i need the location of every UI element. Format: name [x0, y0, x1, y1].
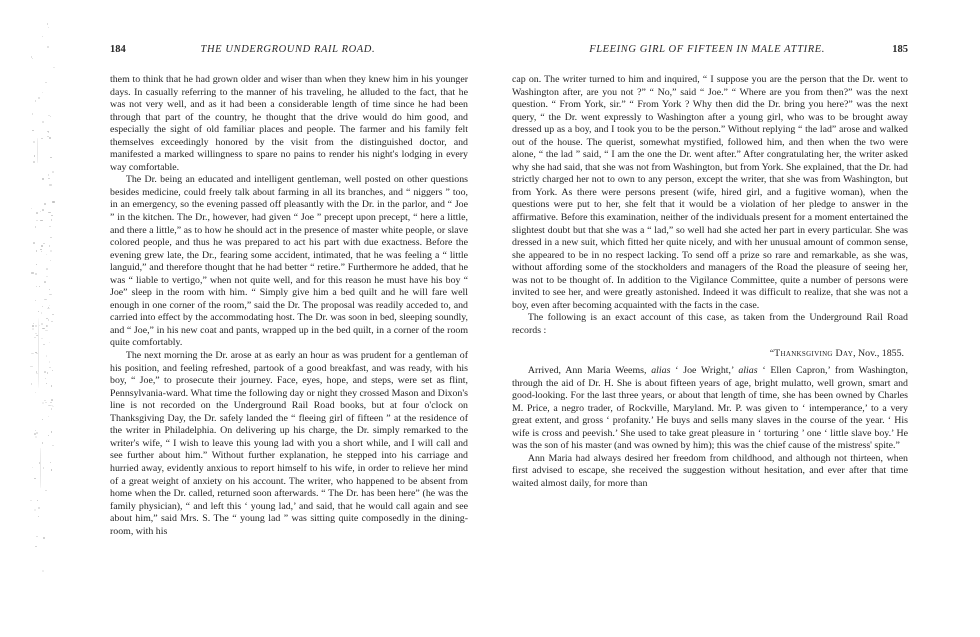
- left-running-head: [110, 44, 468, 60]
- record-mid: ‘ Joe Wright,’: [670, 365, 739, 377]
- left-page-number: 184: [110, 44, 126, 55]
- record-tail: ‘ Ellen Capron,’ from Washington, through the aid of Dr. H. She is about fifteen years of age, bright mulatto, well grown, smart and good-looking. For the last three years, or about that length of time, she has been owned by Charles M. Price, a negro trader, of Rockville, Maryland. Mr. P. was given to ‘ intemperance,’ to a very great extent, and gross ‘ profanity.’ He buys and sells many slaves in the course of the year. ‘ His wife is cross and peevish.’ She used to take great pleasure in ‘ torturing ’ one ‘ little slave boy.’ He was the son of his master (and was owned by him); this was the chief cause of the mistress' spite.”: [512, 365, 909, 452]
- right-running-title: FLEEING GIRL OF FIFTEEN IN MALE ATTIRE.: [589, 44, 826, 55]
- record-lead: Arrived, Ann Maria Weems,: [527, 365, 652, 377]
- paragraph: The Dr. being an educated and intelligent gentleman, well posted on other questions besides medicine, could freely talk about farming in all its branches, and “ niggers ” too, in an emergency, so the evening passed off pleasantly with the Dr. in the parlor, and “ Joe ” in the kitchen. The Dr., however, had given “ Joe ” precept upon precept, “ here a little, and there a little,” as to how he should act in the presence of master white people, or slave colored people, and thus he was prepared to act his part with due exactness. Before the evening grew late, the Dr., fearing some accident, intimated, that he was feeling a “ little languid,” and therefore thought that he had better “ retire.” Furthermore he added, that he was “ liable to vertigo,” when not quite well, and for this reason he must have his boy “ Joe” sleep in the room with him. “ Simply give him a bed quilt and he will fare well enough in one corner of the room,” said the Dr. The proposal was readily acceded to, and carried into effect by the accommodating host. The Dr. was soon in bed, sleeping soundly, and “ Joe,” in his new coat and pants, wrapped up in the bed quilt, in a corner of the room quite comfortably.: [110, 174, 468, 349]
- paragraph: Ann Maria had always desired her freedom from childhood, and although not thirteen, when first advised to escape, she received the suggestion without hesitation, and ever after that time waited almost daily, for more than: [512, 452, 908, 489]
- record-date-rest: , Nov., 1855.: [853, 348, 904, 360]
- right-page-number: 185: [892, 44, 908, 55]
- paragraph: cap on. The writer turned to him and inquired, “ I suppose you are the person that the Dr. went to Washington after, are you not ?” “ No,” said “ Joe.” “ Where are you from then?” was the next question. “ From York, sir.” “ From York ? Why then did the Dr. bring you here?” was the next query, “ the Dr. went expressly to Washington after a young girl, who was to be brought away dressed up as a boy, and I took you to be the person.” Without replying “ the lad” arose and walked out of the house. The querist, somewhat mystified, followed him, and then when the two were alone, “ the lad ” said, “ I am the one the Dr. went after.” After congratulating her, the writer asked why she had said, that she was not from Washington, but from York. She explained, that the Dr. had strictly charged her not to own to any person, except the writer, that she was from Washington, but from York. As there were persons present (wife, hired girl, and a fugitive woman), when the questions were put to her, she felt that it would be a violation of her pledge to answer in the affirmative. Before this examination, neither of the individuals present for a moment entertained the slightest doubt but that she was a “ lad,” so well had she acted her part in every particular. She was dressed in a new suit, which fitted her quite nicely, and with her unusual amount of common sense, she appeared to be in no respect lacking. To send off a prize so rare and remarkable, as she was, without affording some of the stockholders and managers of the Road the pleasure of seeing her, was not to be thought of. In addition to the Vigilance Committee, quite a number of persons were invited to see her, and were greatly astonished. Indeed it was difficult to realize, that she was not a boy, even after becoming acquainted with the facts in the case.: [512, 74, 908, 311]
- record-date-heading: [512, 337, 908, 365]
- quote-mark: “: [769, 348, 775, 360]
- right-body-text: [512, 74, 908, 491]
- right-page: [490, 0, 980, 637]
- left-body-text: [110, 74, 468, 538]
- paragraph: The next morning the Dr. arose at as early an hour as was prudent for a gentleman of his position, and feeling refreshed, partook of a good breakfast, and was ready, with his boy, “ Joe,” to prosecute their journey. Face, eyes, hope, and steps, were set as flint, Pennsylvania-ward. What time the following day or night they crossed Mason and Dixon's line is not recorded on the Underground Rail Road books, but at four o'clock on Thanksgiving Day, the Dr. safely landed the “ fleeing girl of fifteen ” at the residence of the writer in Philadelphia. On delivering up his charge, the Dr. simply remarked to the writer's wife, “ I wish to leave this young lad with you a short while, and I will call and see further about him.” Without further explanation, he stepped into his carriage and hurried away, evidently anxious to report himself to his wife, in order to relieve her mind of a great weight of anxiety on his account. The writer, who happened to be absent from home when the Dr. called, returned soon afterwards. “ The Dr. has been here” (he was the family physician), “ and left this ‘ young lad,’ and said, that he would call again and see about him,” said Mrs. S. The “ young lad ” was sitting quite composedly in the dining-room, with his: [110, 350, 468, 537]
- record-date-smallcaps: Thanksgiving Day: [774, 348, 854, 360]
- right-running-head: [512, 44, 908, 60]
- paragraph: them to think that he had grown older and wiser than when they knew him in his younger days. In casually referring to the manner of his traveling, he alluded to the fact, that he was not very well, and as it had been a considerable length of time since he had been through that part of the country, he thought that the drive would do him good, and especially the sight of old familiar places and people. The farmer and his family felt themselves exceedingly honored by the visit from the distinguished doctor, and manifested a marked willingness to spare no pains to render his night's lodging in every way comfortable.: [110, 74, 468, 173]
- left-running-title: THE UNDERGROUND RAIL ROAD.: [200, 44, 376, 55]
- alias-italic-1: alias: [651, 365, 671, 377]
- paragraph: The following is an exact account of this case, as taken from the Underground Rail Road records :: [512, 312, 908, 336]
- record-entry-paragraph: [512, 365, 908, 453]
- alias-italic-2: alias: [738, 365, 758, 377]
